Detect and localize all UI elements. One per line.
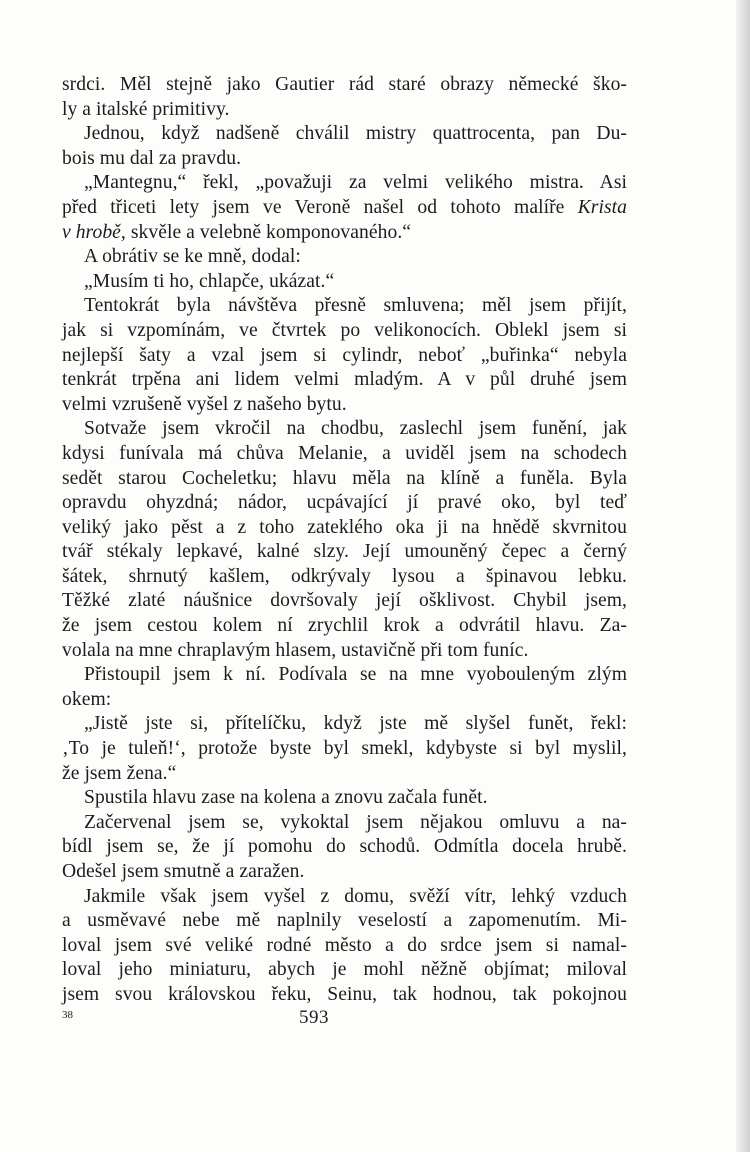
text-line: ly a italské primitivy.	[62, 98, 230, 120]
text-line: že jsem cestou kolem ní zrychlil krok a odvrátil hlavu. Za-	[62, 615, 627, 637]
text-line: Jakmile však jsem vyšel z domu, svěží vítr, lehký vzduch	[84, 885, 627, 907]
text-line: A obrátiv se ke mně, dodal:	[84, 246, 301, 268]
text-line: v hrobě, skvěle a velebně komponovaného.“	[62, 221, 412, 243]
text-line: velmi vzrušeně vyšel z našeho bytu.	[62, 393, 347, 415]
text-line: Odešel jsem smutně a zaražen.	[62, 861, 305, 882]
text-line: veliký jako pěst a z toho zateklého oka ji na hnědě skvrnitou	[62, 516, 627, 538]
text-line: sedět starou Cocheletku; hlavu měla na klíně a funěla. Byla	[62, 467, 627, 489]
text-line: bois mu dal za pravdu.	[62, 147, 242, 169]
italic-title: v hrobě,	[62, 221, 126, 243]
text-line: před třiceti lety jsem ve Veroně našel od tohoto malíře Krista	[62, 196, 627, 218]
text-line: kdysi funívala má chůva Melanie, a uviděl jsem na schodech	[62, 442, 627, 464]
body-text	[62, 73, 627, 1008]
text-line: volala na mne chraplavým hlasem, ustavičně při tom funíc.	[62, 639, 529, 661]
text-line: nejlepší šaty a vzal jsem si cylindr, neboť „buřinka“ nebyla	[62, 344, 627, 366]
text-line: Začervenal jsem se, vykoktal jsem nějakou omluvu a na-	[84, 811, 627, 833]
text-line: Sotvaže jsem vkročil na chodbu, zaslechl jsem funění, jak	[84, 418, 627, 440]
text-line: bídl jsem se, že jí pomohu do schodů. Odmítla docela hrubě.	[62, 836, 627, 858]
text-line: „Jistě jste si, přítelíčku, když jste mě slyšel funět, řekl:	[84, 713, 627, 735]
text-line: jak si vzpomínám, ve čtvrtek po velikonocích. Oblekl jsem si	[62, 319, 627, 341]
text-line: Jednou, když nadšeně chválil mistry quattrocenta, pan Du-	[84, 123, 627, 145]
signature-mark: 38	[62, 1009, 73, 1021]
text-line: loval jsem své veliké rodné město a do srdce jsem si namal-	[62, 934, 627, 956]
text-line: tenkrát trpěna ani lidem velmi mladým. A v půl druhé jsem	[62, 369, 627, 391]
scan-edge-shadow	[736, 0, 750, 1152]
text-line: srdci. Měl stejně jako Gautier rád staré obrazy německé ško-	[62, 74, 627, 95]
page-footer	[0, 1006, 750, 1046]
text-line: Spustila hlavu zase na kolena a znovu začala funět.	[84, 787, 488, 809]
text-line: opravdu ohyzdná; nádor, ucpávající jí pravé oko, byl teď	[62, 492, 627, 514]
text-line: jsem svou královskou řeku, Seinu, tak hodnou, tak pokojnou	[62, 983, 627, 1005]
page-number: 593	[299, 1007, 329, 1028]
text-line: loval jeho miniaturu, abych je mohl něžně objímat; miloval	[62, 959, 627, 981]
italic-title: Krista	[577, 196, 627, 218]
text-line: „Mantegnu,“ řekl, „považuji za velmi velikého mistra. Asi	[84, 172, 627, 194]
text-line: Těžké zlaté náušnice dovršovaly její ošklivost. Chybil jsem,	[62, 590, 627, 612]
text-line: okem:	[62, 688, 112, 710]
text-line: šátek, shrnutý kašlem, odkrývaly lysou a špinavou lebku.	[62, 565, 627, 587]
text-line: Přistoupil jsem k ní. Podívala se na mne vyobouleným zlým	[84, 664, 627, 686]
text-line: ‚To je tuleň!‘, protože byste byl smekl, kdybyste si byl myslil,	[62, 738, 627, 760]
text-line: a usměvavé nebe mě naplnily veselostí a zapomenutím. Mi-	[62, 910, 627, 932]
text-line: „Musím ti ho, chlapče, ukázat.“	[84, 270, 335, 292]
text-line: tvář stékaly lepkavé, kalné slzy. Její umouněný čepec a černý	[62, 541, 627, 563]
text-line: že jsem žena.“	[62, 762, 177, 784]
text-line: Tentokrát byla návštěva přesně smluvena; měl jsem přijít,	[84, 295, 627, 317]
